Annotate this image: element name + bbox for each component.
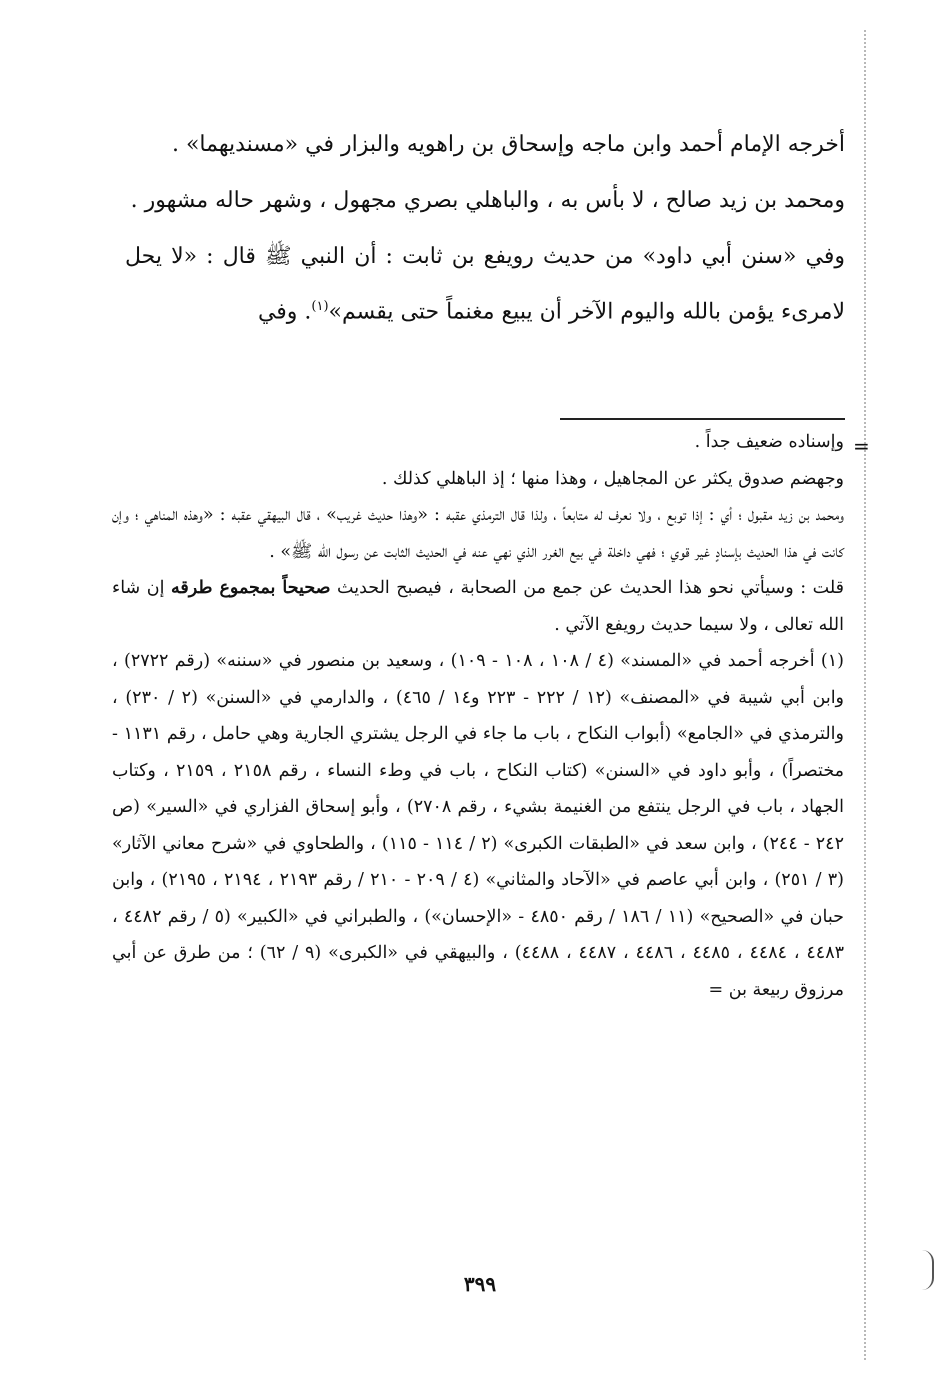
page-number: ٣٩٩	[463, 1272, 497, 1296]
footnote-1-citation: (١) أخرجه أحمد في «المسند» (٤ / ١٠٨ ، ١٠٨ - ١٠٩) ، وسعيد بن منصور في «سننه» (رقم ٢٧٢٢) ، وابن أبي شيبة في «المصنف» (١٢ / ٢٢٢ - ٢٢٣ و١٤ / ٤٦٥) ، والدارمي في «السنن» (٢ / ٢٣٠) ، والترمذي في «الجامع» (أبواب النكاح ، باب ما جاء في الرجل يشتري الجارية وهي حامل ، رقم ١١٣١ - مختصراً) ، وأبو داود في «السنن» (كتاب النكاح ، باب في وطء النساء ، رقم ٢١٥٨ ، ٢١٥٩ ، وكتاب الجهاد ، باب في الرجل ينتفع من الغنيمة بشيء ، رقم ٢٧٠٨) ، وأبو إسحاق الفزاري في «السير» (ص ٢٤٢ - ٢٤٤) ، وابن سعد في «الطبقات الكبرى» (٢ / ١١٤ - ١١٥) ، والطحاوي في «شرح معاني الآثار» (٣ / ٢٥١) ، وابن أبي عاصم في «الآحاد والمثاني» (٤ / ٢٠٩ - ٢١٠ / رقم ٢١٩٣ ، ٢١٩٤ ، ٢١٩٥) ، وابن حبان في «الصحيح» (١١ / ١٨٦ / رقم ٤٨٥٠ - «الإحسان») ، والطبراني في «الكبير» (٥ / رقم ٤٤٨٢ ، ٤٤٨٣ ، ٤٤٨٤ ، ٤٤٨٥ ، ٤٤٨٦ ، ٤٤٨٧ ، ٤٤٨٨) ، والبيهقي في «الكبرى» (٩ / ٦٢) ؛ من طرق عن أبي مرزوق ربيعة بن =	[112, 651, 845, 1000]
footnote-paragraph-4	[112, 570, 844, 643]
footnote-4-start: قلت : وسيأتي نحو هذا الحديث عن جمع من الصحابة ، فيصبح الحديث	[330, 578, 844, 598]
main-text-block	[125, 120, 845, 337]
footnote-4-bold: صحيحاً بمجموع طرقه	[171, 578, 331, 598]
footnote-separator	[560, 418, 845, 420]
main-paragraph-3-text: وفي «سنن أبي داود» من حديث رويفع بن ثابت : أن النبي ﷺ قال : «لا يحل لامرىء يؤمن بالله واليوم الآخر أن يبيع مغنماً حتى يقسم»	[125, 244, 845, 325]
page-edge-curve	[922, 1250, 934, 1290]
main-paragraph-3-tail: . وفي	[257, 299, 312, 325]
footnote-reference: (١)	[311, 299, 329, 314]
main-paragraph-3	[125, 232, 845, 337]
footnote-line-2: وجهضم صدوق يكثر عن المجاهيل ، وهذا منها ؛ إذ الباهلي كذلك .	[381, 468, 844, 489]
footnote-paragraph-3: ومحمد بن زيد مقبول ؛ أي : إذا توبع ، ولا نعرف له متابعاً ، ولذا قال الترمذي عقبه : «وهذا حديث غريب» ، قال البيهقي عقبه : «وهذه المناهي ؛ وإن كانت في هذا الحديث بإسنادٍ غير قوي ؛ فهي داخلة في بيع الغرر الذي نهي عنه في الحديث الثابت عن رسول الله ﷺ» .	[112, 505, 844, 562]
footnote-4-end: إن شاء الله تعالى ، ولا سيما حديث رويفع الآتي .	[112, 578, 844, 635]
main-paragraph-2: ومحمد بن زيد صالح ، لا بأس به ، والباهلي بصري مجهول ، وشهر حاله مشهور .	[130, 188, 845, 213]
footnote-line-1: وإسناده ضعيف جداً .	[694, 432, 844, 452]
footnotes-block	[112, 424, 844, 1008]
continuation-mark: =	[853, 434, 870, 458]
main-paragraph-1: أخرجه الإمام أحمد وابن ماجه وإسحاق بن راهويه والبزار في «مسنديهما» .	[171, 132, 845, 157]
margin-dotted-line	[864, 30, 866, 1360]
